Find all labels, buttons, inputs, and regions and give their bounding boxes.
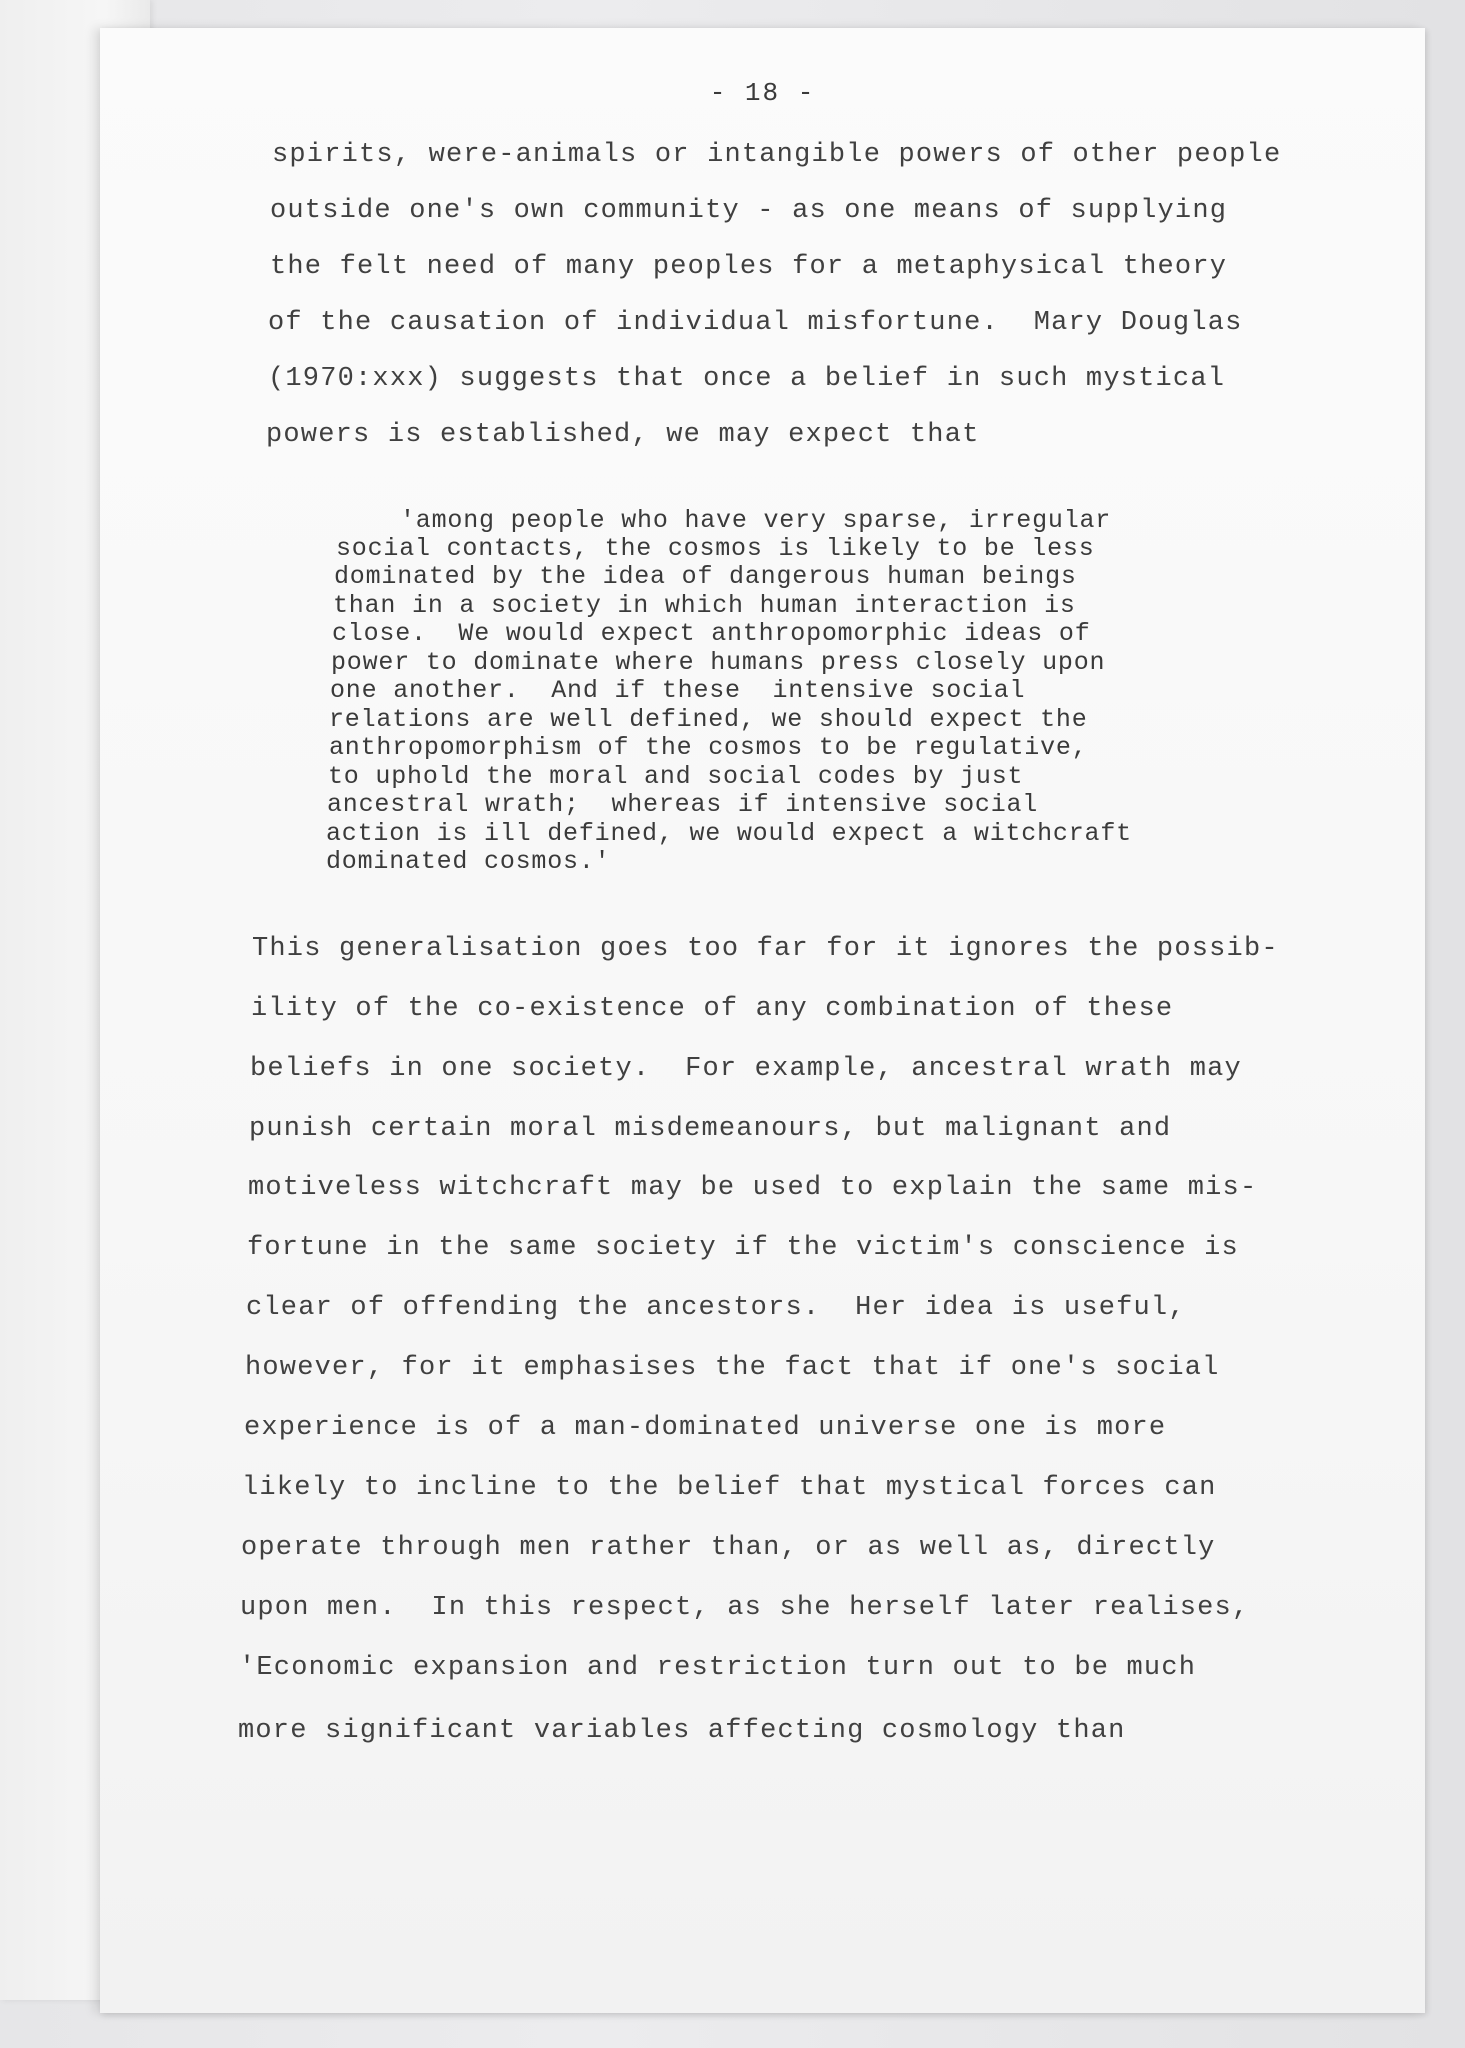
para2-line-3: beliefs in one society. For example, ancestral wrath may bbox=[250, 1054, 1242, 1084]
quote-line-3: dominated by the idea of dangerous human beings bbox=[334, 562, 1077, 591]
para1-line-1: spirits, were-animals or intangible powers of other people bbox=[272, 140, 1282, 170]
para2-line-1: This generalisation goes too far for it ignores the possib- bbox=[252, 934, 1279, 964]
quote-line-1: 'among people who have very sparse, irregular bbox=[400, 506, 1112, 535]
quote-line-4: than in a society in which human interaction is bbox=[333, 591, 1076, 620]
para2-line-8: however, for it emphasises the fact that if one's social bbox=[245, 1353, 1220, 1383]
document-page bbox=[100, 28, 1425, 2013]
quote-line-5: close. We would expect anthropomorphic ideas of bbox=[332, 619, 1091, 648]
quote-line-2: social contacts, the cosmos is likely to be less bbox=[336, 534, 1095, 563]
para2-line-12: upon men. In this respect, as she herself later realises, bbox=[240, 1593, 1250, 1623]
quote-line-12: action is ill defined, we would expect a witchcraft bbox=[326, 819, 1132, 848]
para2-line-4: punish certain moral misdemeanours, but malignant and bbox=[249, 1114, 1172, 1144]
para2-line-14: more significant variables affecting cosmology than bbox=[238, 1716, 1126, 1746]
quote-line-13: dominated cosmos.' bbox=[326, 847, 611, 876]
para1-line-2: outside one's own community - as one means of supplying bbox=[270, 196, 1228, 226]
para2-line-2: ility of the co-existence of any combination of these bbox=[251, 994, 1174, 1024]
quote-line-9: anthropomorphism of the cosmos to be regulative, bbox=[329, 733, 1088, 762]
para1-line-5: (1970:xxx) suggests that once a belief in such mystical bbox=[268, 364, 1226, 394]
quote-line-11: ancestral wrath; whereas if intensive social bbox=[327, 790, 1039, 819]
para2-line-10: likely to incline to the belief that mystical forces can bbox=[242, 1473, 1217, 1503]
para2-line-11: operate through men rather than, or as well as, directly bbox=[241, 1533, 1216, 1563]
para1-line-4: of the causation of individual misfortune. Mary Douglas bbox=[268, 308, 1243, 338]
para2-line-13: 'Economic expansion and restriction turn out to be much bbox=[239, 1653, 1197, 1683]
para2-line-5: motiveless witchcraft may be used to explain the same mis- bbox=[248, 1173, 1258, 1203]
para2-line-9: experience is of a man-dominated universe one is more bbox=[244, 1413, 1167, 1443]
quote-line-7: one another. And if these intensive social bbox=[330, 676, 1026, 705]
para2-line-7: clear of offending the ancestors. Her idea is useful, bbox=[246, 1293, 1186, 1323]
para1-line-3: the felt need of many peoples for a metaphysical theory bbox=[270, 252, 1228, 282]
quote-line-10: to uphold the moral and social codes by just bbox=[328, 762, 1024, 791]
page-number: - 18 - bbox=[709, 78, 816, 108]
quote-line-6: power to dominate where humans press closely upon bbox=[331, 648, 1106, 677]
quote-line-8: relations are well defined, we should expect the bbox=[329, 705, 1088, 734]
para1-line-6: powers is established, we may expect that bbox=[266, 420, 980, 450]
para2-line-6: fortune in the same society if the victim's conscience is bbox=[247, 1233, 1239, 1263]
